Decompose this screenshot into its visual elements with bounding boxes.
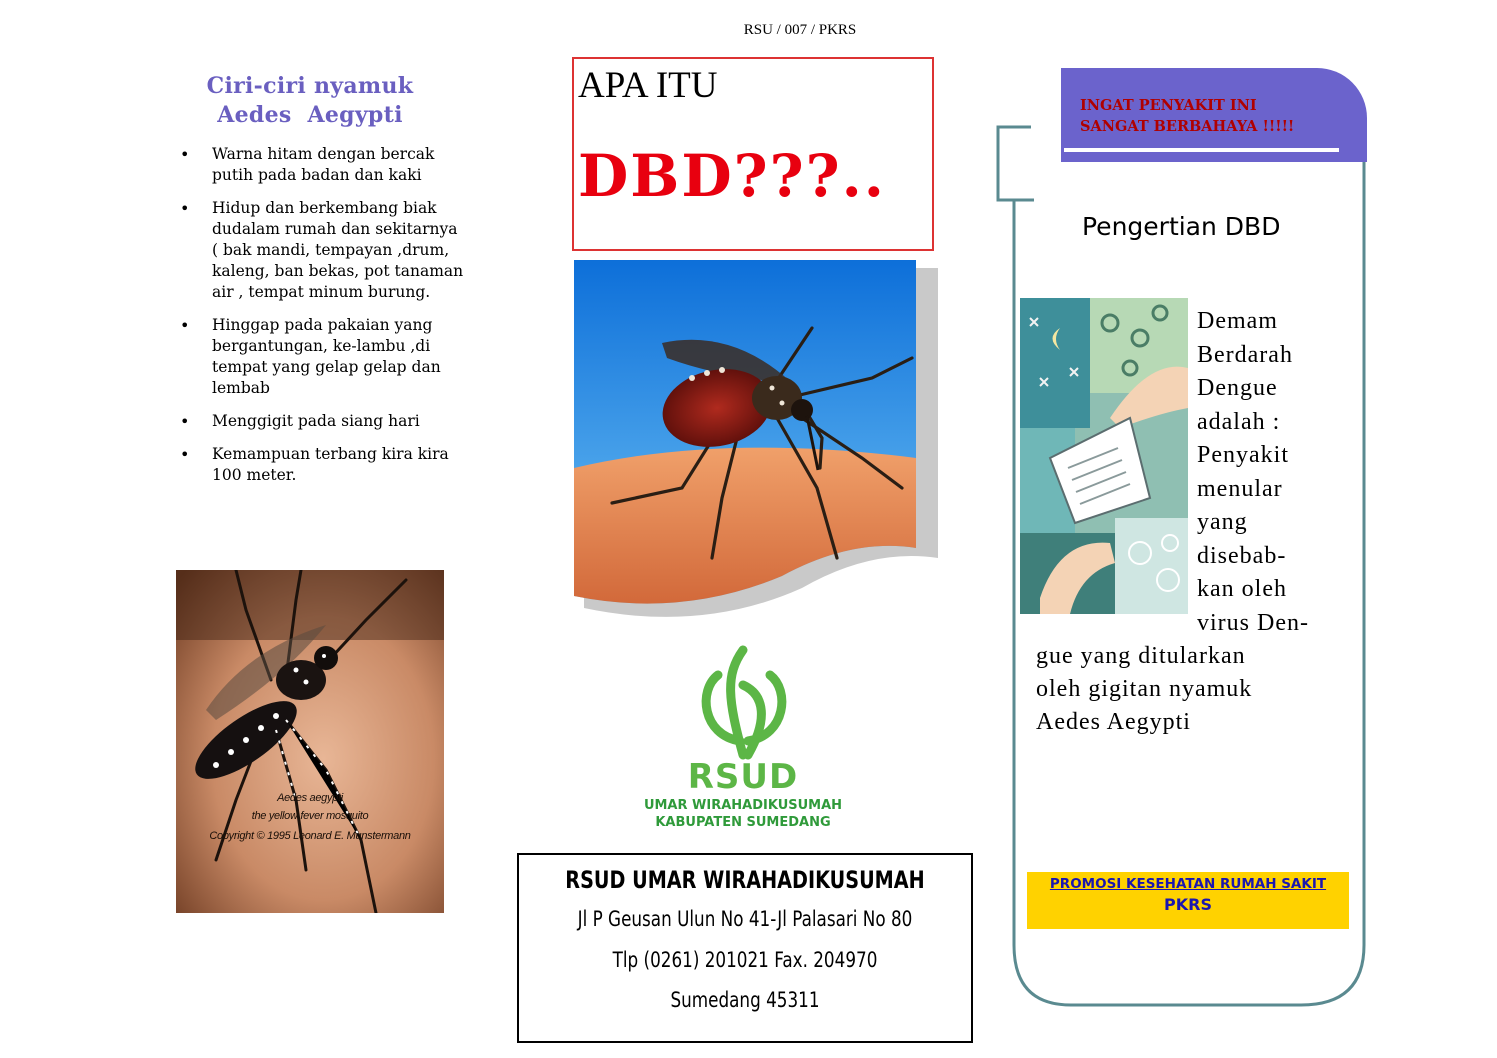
logo-acronym: RSUD (687, 757, 799, 797)
document-code: RSU / 007 / PKRS (743, 22, 857, 38)
left-title-line-2: Aedes Aegypti (217, 102, 403, 128)
definition-title: Pengertian DBD (1082, 212, 1281, 241)
list-item: • Menggigit pada siang hari (176, 411, 466, 432)
mosquito-on-skin-image (176, 570, 444, 913)
photo-caption-copyright: Copyright © 1995 Leonard E. Munstermann (209, 830, 411, 842)
left-panel-title (160, 72, 460, 130)
definition-line: menular (1197, 475, 1283, 502)
list-item: • Hinggap pada pakaian yang bergantungan, ke-lambu ,di tempat yang gelap gelap dan lembab (176, 315, 466, 399)
promo-link[interactable]: PROMOSI KESEHATAN RUMAH SAKIT (1049, 876, 1327, 892)
address-city: Sumedang 45311 (670, 988, 820, 1012)
list-item: • Kemampuan terbang kira kira 100 meter. (176, 444, 466, 486)
list-item: • Warna hitam dengan bercak putih pada badan dan kaki (176, 144, 466, 186)
logo-regency: KABUPATEN SUMEDANG (655, 815, 831, 830)
definition-line: gue yang ditularkan (1036, 643, 1246, 669)
book-and-hands-clipart (1020, 298, 1188, 614)
definition-line: disebab- (1197, 542, 1287, 569)
photo-caption-common-name: the yellow fever mosquito (251, 810, 369, 822)
definition-line: adalah : (1197, 408, 1281, 435)
sprout-logo-icon (640, 645, 850, 760)
left-title-line-1: Ciri-ciri nyamuk (206, 73, 414, 99)
address-phone: Tlp (0261) 201021 Fax. 204970 (612, 948, 878, 972)
promo-acronym: PKRS (1164, 895, 1212, 914)
definition-line: virus Den- (1197, 609, 1309, 636)
title-line-1: APA ITU (578, 65, 718, 106)
definition-line: oleh gigitan nyamuk (1036, 676, 1253, 702)
definition-line: yang (1197, 509, 1248, 535)
warning-line-2: SANGAT BERBAHAYA !!!!! (1080, 118, 1295, 135)
characteristics-list (176, 144, 466, 498)
definition-line: Demam (1197, 308, 1278, 334)
list-item: • Hidup dan berkembang biak dudalam rumah dan sekitarnya ( bak mandi, tempayan ,drum, kaleng, ban bekas, pot tanaman air , tempat minum burung. (176, 198, 466, 303)
definition-continuation (1036, 640, 1356, 739)
logo-hospital-name: UMAR WIRAHADIKUSUMAH (643, 798, 843, 813)
definition-line: kan oleh (1197, 576, 1287, 602)
mosquito-biting-image (572, 258, 938, 633)
warning-line-1: INGAT PENYAKIT INI (1080, 97, 1257, 114)
warning-text (1080, 95, 1340, 137)
address-hospital-name: RSUD UMAR WIRAHADIKUSUMAH (565, 866, 925, 894)
definition-line: Penyakit (1197, 442, 1289, 468)
definition-line: Aedes Aegypti (1036, 709, 1191, 735)
definition-column (1197, 305, 1357, 640)
definition-line: Dengue (1197, 375, 1278, 401)
address-street: Jl P Geusan Ulun No 41-Jl Palasari No 80 (577, 907, 913, 931)
warning-underline (1064, 148, 1339, 152)
title-line-2: DBD???.. (578, 142, 886, 210)
reading-clipart (1020, 298, 1188, 614)
aedes-aegypti-photo (176, 570, 444, 913)
mosquito-biting-photo (572, 258, 938, 633)
definition-line: Berdarah (1197, 341, 1293, 368)
photo-caption-species: Aedes aegypti (277, 792, 343, 804)
